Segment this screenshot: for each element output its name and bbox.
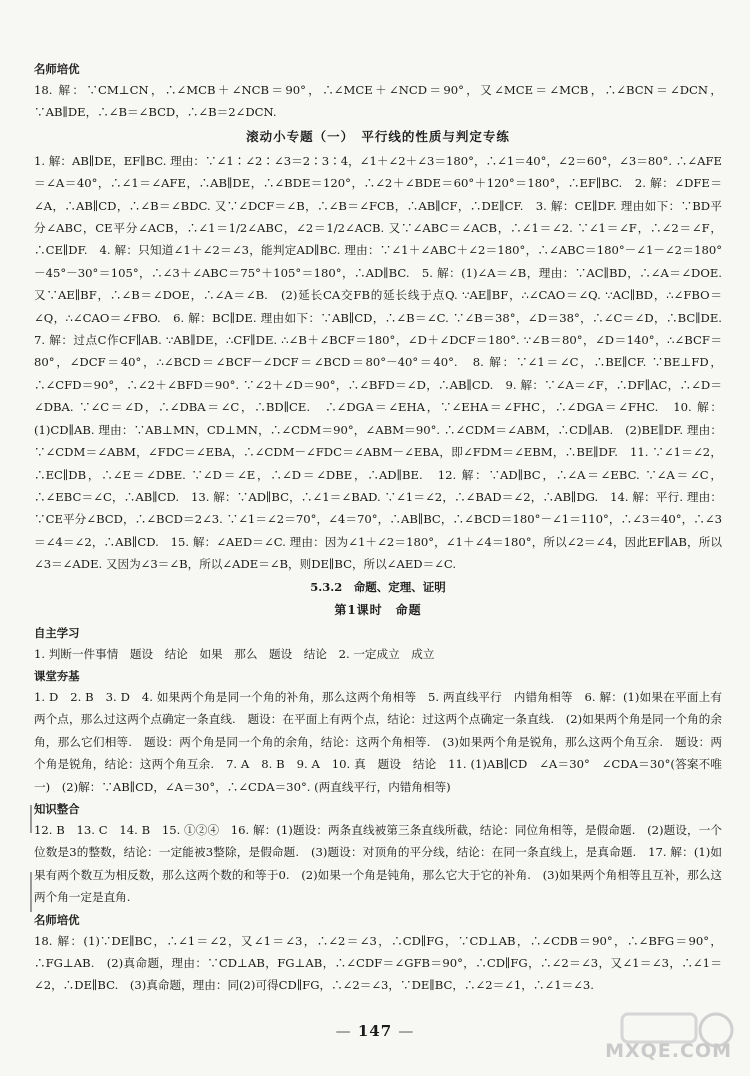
margin-mark bbox=[30, 805, 32, 833]
answer-paragraph: 18. 解：∵CM⊥CN，∴∠MCB＋∠NCB＝90°，∴∠MCE＋∠NCD＝90°，又∠MCE＝∠MCB，∴∠BCN＝∠DCN，∵AB∥DE，∴∠B＝∠BCD，∴∠B＝2∠DCN. bbox=[34, 83, 722, 120]
section-label: 课堂夯基 bbox=[34, 668, 80, 683]
watermark-text: MXQE.COM bbox=[605, 1040, 732, 1062]
section-label: 名师培优 bbox=[34, 62, 80, 76]
answer-paragraph: 1. 判断一件事情 题设 结论 如果 那么 题设 结论 2. 一定成立 成立 bbox=[34, 646, 435, 661]
answer-paragraph: 12. B 13. C 14. B 15. ①②④ 16. 解：(1)题设：两条直线被第三条直线所截，结论：同位角相等，是假命题. (2)题设，一个位数是3的整数，结论：一定能被3整除，是假命题. (3)题设：对顶角的平分线，结论：在同一条直线上，是真命题. 17. 解：(1)如果有两个数互为相反数，那么这两个数的和等于0. (2)如果一个角是钝角，那么它大于它的补角. (3)如果两个角相等且互补，那么这两个角一定是直角. bbox=[34, 822, 722, 905]
page-number-dash: — bbox=[398, 1022, 415, 1040]
answer-paragraph: 1. 解：AB∥DE，EF∥BC. 理由：∵∠1∶∠2∶∠3＝2∶3∶4，∠1＋∠2＋∠3＝180°，∴∠1＝40°，∠2＝60°，∠3＝80°. ∴∠AFE＝∠A＝40°，∴∠1＝∠AFE，∴AB∥DE，∴∠BDE＝120°，∴∠2＋∠BDE＝60°＋120°＝180°，∴EF∥BC. 2. 解：∠DFE＝∠A，∴AB∥CD，∴∠B＝∠BDC. 又∵∠DCF＝∠B，∴∠B＝∠FCB，∴AB∥CF，∴DE∥CF. 3. 解：CE∥DF. 理由如下：∵BD平分∠ABC，CE平分∠ACB，∴∠1＝1/2∠ABC，∠2＝1/2∠ACB. 又∵∠ABC＝∠ACB，∴∠1＝∠2. ∵∠1＝∠F，∴∠2＝∠F，∴CE∥DF. 4. 解：只知道∠1＋∠2＝∠3，能判定AD∥BC. 理由：∵∠1＋∠ABC＋∠2＝180°，∴∠ABC＝180°－∠1－∠2＝180°－45°－30°＝105°，∴∠3＋∠ABC＝75°＋105°＝180°，∴AD∥BC. 5. 解：(1)∠A＝∠B，理由：∵AC∥BD，∴∠A＝∠DOE. 又∵AE∥BF，∴∠B＝∠DOE，∴∠A＝∠B. (2)延长CA交FB的延长线于点Q. ∵AE∥BF，∴∠CAO＝∠Q. ∵AC∥BD，∴∠FBO＝∠Q，∴∠CAO＝∠FBO. 6. 解：BC∥DE. 理由如下：∵AB∥CD，∴∠B＝∠C. ∵∠B＝38°，∠D＝38°，∴∠C＝∠D，∴BC∥DE. 7. 解：过点C作CF∥AB. ∵AB∥DE，∴CF∥DE. ∴∠B＋∠BCF＝180°，∠D＋∠DCF＝180°. ∵∠B＝80°，∠D＝140°，∴∠BCF＝80°，∠DCF＝40°，∴∠BCD＝∠BCF－∠DCF＝∠BCD＝80°－40°＝40°. 8. 解：∵∠1＝∠C，∴BE∥CF. ∵BE⊥FD，∴∠CFD＝90°，∴∠2＋∠BFD＝90°. ∵∠2＋∠D＝90°，∴∠BFD＝∠D，∴AB∥CD. 9. 解：∵∠A＝∠F，∴DF∥AC，∴∠D＝∠DBA. ∵∠C＝∠D，∴∠DBA＝∠C，∴BD∥CE. ∴∠DGA＝∠EHA，∵∠EHA＝∠FHC，∴∠DGA＝∠FHC. 10. 解：(1)CD∥AB. 理由：∵AB⊥MN，CD⊥MN，∴∠CDM＝90°，∠ABM＝90°. ∴∠CDM＝∠ABM，∴CD∥AB. (2)BE∥DF. 理由：∵∠CDM＝∠ABM，∠FDC＝∠EBA，∴∠CDM－∠FDC＝∠ABM－∠EBA，即∠FDM＝∠EBM，∴BE∥DF. 11. ∵∠1＝∠2，∴EC∥DB，∴∠E＝∠DBE. ∵∠D＝∠E，∴∠D＝∠DBE，∴AD∥BE. 12. 解：∵AD∥BC，∴∠A＝∠EBC. ∵∠A＝∠C，∴∠EBC＝∠C，∴AB∥CD. 13. 解：∵AD∥BC，∴∠1＝∠BAD. ∵∠1＝∠2，∴∠BAD＝∠2，∴AB∥DG. 14. 解：平行. 理由：∵CE平分∠BCD，∴∠BCD＝2∠3. ∵∠1＝∠2＝70°，∠4＝70°，∴AB∥BC，∴∠BCD＝180°－∠1＝110°，∴∠3＝40°，∴∠3＝∠4＝∠2，∴AB∥CD. 15. 解：∠AED＝∠C. 理由：因为∠1＋∠2＝180°，∠1＋∠4＝180°，所以∠2＝∠4，因此EF∥AB，所以∠3＝∠ADE. 又因为∠3＝∠B，所以∠ADE＝∠B，则DE∥BC，所以∠AED＝∠C. bbox=[34, 153, 734, 572]
watermark-logo bbox=[605, 1008, 740, 1068]
page-content bbox=[34, 58, 734, 997]
page-number-dash: — bbox=[335, 1022, 352, 1040]
page-number-value: 147 bbox=[357, 1022, 393, 1040]
section-label: 自主学习 bbox=[34, 625, 80, 640]
margin-mark bbox=[30, 872, 32, 912]
answer-paragraph: 18. 解：(1)∵DE∥BC，∴∠1＝∠2，又∠1＝∠3，∴∠2＝∠3，∴CD∥FG，∵CD⊥AB，∴∠CDB＝90°，∴∠BFG＝90°，∴FG⊥AB. (2)真命题，理由：∵CD⊥AB，FG⊥AB，∴∠CDF＝∠GFB＝90°，∴CD∥FG，∴∠2＝∠3，又∠1＝∠3，∴∠1＝∠2，∴DE∥BC. (3)真命题，理由：同(2)可得CD∥FG，∴∠2＝∠3，∵DE∥BC，∴∠2＝∠1，∴∠1＝∠3. bbox=[34, 933, 722, 993]
lesson-subheading: 第1课时 命题 bbox=[334, 602, 422, 617]
section-title: 滚动小专题（一） 平行线的性质与判定专练 bbox=[246, 128, 510, 144]
section-label: 知识整合 bbox=[34, 801, 80, 816]
section-label: 名师培优 bbox=[34, 912, 80, 927]
answer-paragraph: 1. D 2. B 3. D 4. 如果两个角是同一个角的补角，那么这两个角相等 5. 两直线平行 内错角相等 6. 解：(1)如果在平面上有两个点，那么过这两个点确定一条直线. 题设：在平面上有两个点，结论：过这两个点确定一条直线. (2)如果两个角是同一个角的余角，那么它们相等. 题设：两个角是同一个角的余角，结论：这两个角相等. (3)如果两个角是锐角，那么这两个角互余. 题设：两个角是锐角，结论：这两个角互余. 7. A 8. B 9. A 10. 真 题设 结论 11. (1)AB∥CD ∠A＝30° ∠CDA＝30°(答案不唯一) (2)解：∵AB∥CD，∠A＝30°，∴∠CDA＝30°. (两直线平行，内错角相等) bbox=[34, 689, 722, 794]
lesson-heading: 5.3.2 命题、定理、证明 bbox=[310, 579, 446, 594]
